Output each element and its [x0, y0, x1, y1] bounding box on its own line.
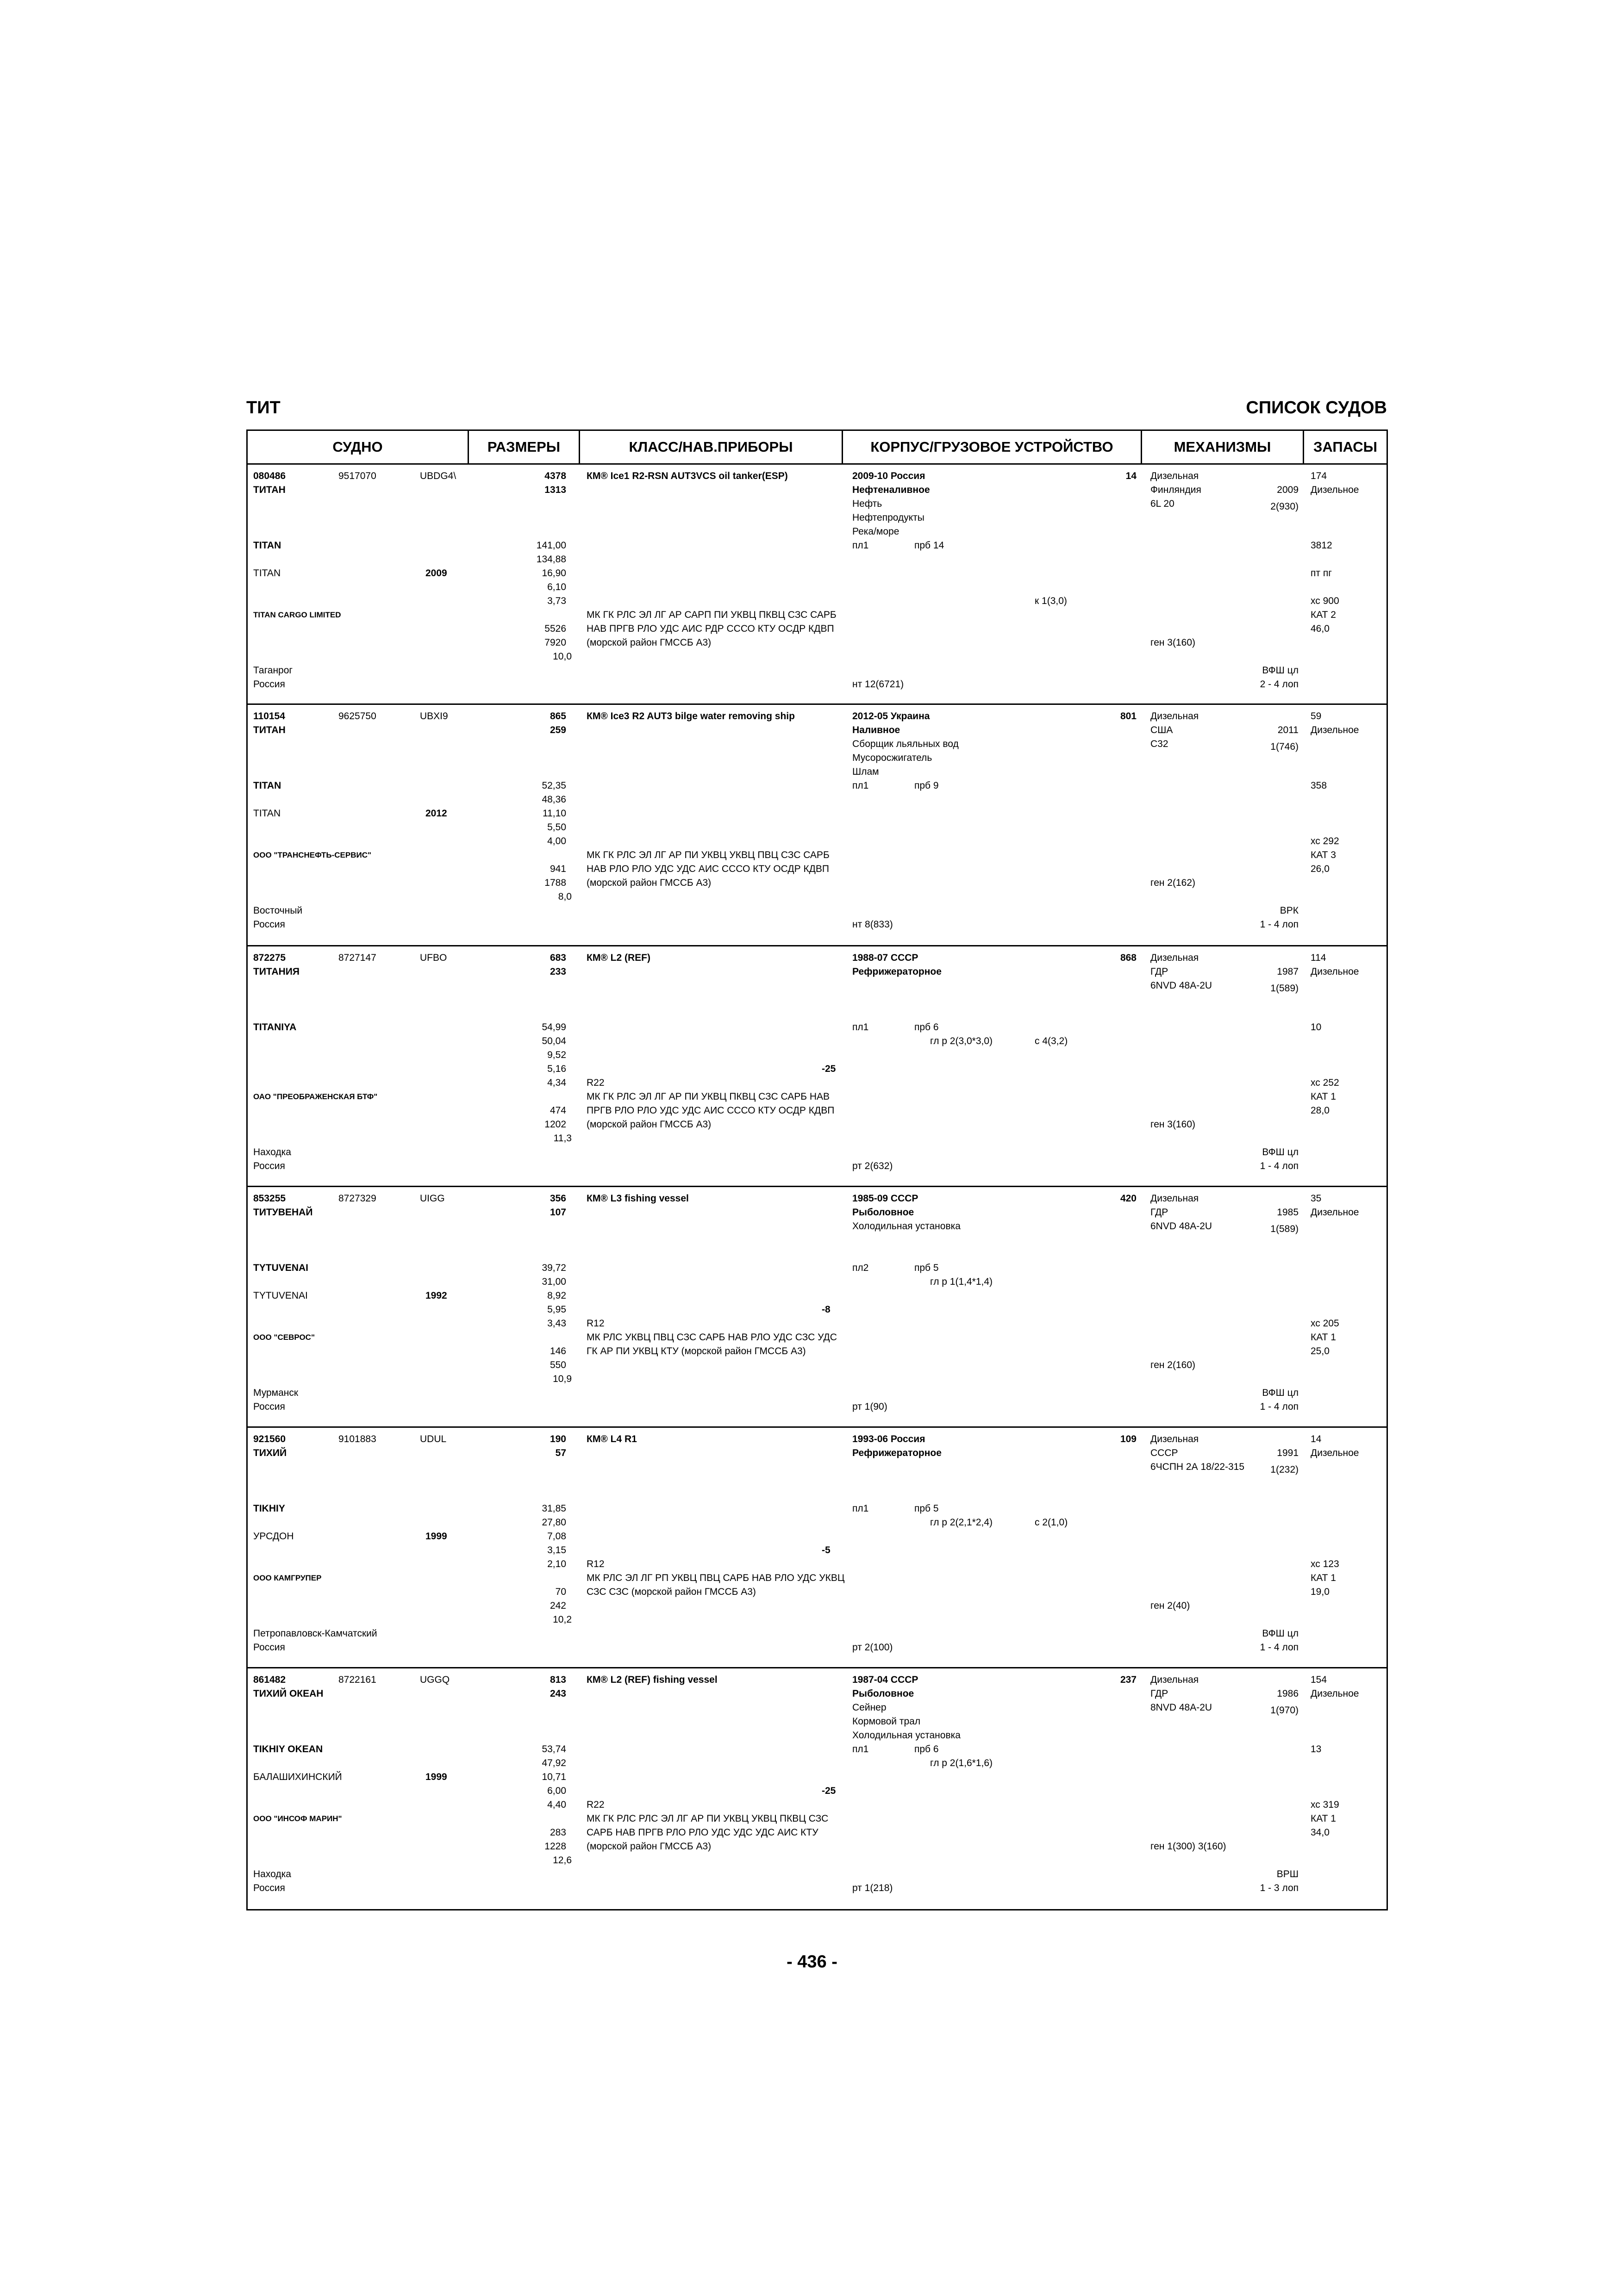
build-date-country: 1987-04 СССР — [852, 1674, 918, 1685]
former-name: TYTUVENAI — [253, 1290, 308, 1301]
decks: пл1 — [852, 1744, 869, 1755]
dimension-value: 50,04 — [542, 1036, 566, 1046]
vessel-purpose: Рыболовное — [852, 1207, 914, 1218]
imo-number: 8727329 — [338, 1193, 376, 1204]
dimension-value: 3,43 — [547, 1318, 566, 1329]
build-year: 2012 — [425, 808, 447, 819]
engine-power: 1(589) — [1270, 1224, 1299, 1234]
build-date-country: 1993-06 Россия — [852, 1434, 925, 1444]
tanks: рт 2(100) — [852, 1642, 893, 1653]
deadweight: 474 — [550, 1105, 566, 1116]
col-header-class: КЛАСС/НАВ.ПРИБОРЫ — [580, 431, 843, 463]
dimension-value: 10,71 — [542, 1772, 566, 1782]
net-tonnage: 57 — [555, 1448, 566, 1458]
home-port: Восточный — [253, 905, 303, 916]
hull-number: 14 — [1125, 471, 1137, 481]
dimension-value: 54,99 — [542, 1022, 566, 1033]
former-name: УРСДОН — [253, 1531, 294, 1542]
cargo-type: Мусоросжигатель — [852, 753, 932, 763]
cranes: к 1(3,0) — [1035, 596, 1067, 606]
flag-country: Россия — [253, 919, 285, 930]
propeller-type: ВРШ — [1276, 1869, 1299, 1879]
deadweight: 146 — [550, 1346, 566, 1356]
home-port: Мурманск — [253, 1388, 299, 1398]
flag-country: Россия — [253, 1401, 285, 1412]
dimension-value: 53,74 — [542, 1744, 566, 1755]
speed: 10,0 — [553, 651, 572, 662]
vessel-entry — [248, 465, 1387, 705]
flag-country: Россия — [253, 1883, 285, 1893]
hatches: гл р 2(2,1*2,4) — [930, 1517, 993, 1528]
engine-model: 6ЧСПН 2А 18/22-315 — [1150, 1462, 1245, 1472]
propeller-type: ВФШ цл — [1262, 1147, 1299, 1157]
col-header-machinery: МЕХАНИЗМЫ — [1142, 431, 1304, 463]
registry-number: 853255 — [253, 1193, 286, 1204]
gross-tonnage: 683 — [550, 952, 566, 963]
speed: 11,3 — [553, 1133, 572, 1144]
dimension-value: 47,92 — [542, 1758, 566, 1768]
hatches: гл р 2(3,0*3,0) — [930, 1036, 993, 1046]
supply-value: 25,0 — [1311, 1346, 1330, 1356]
vessel-latin-name: TYTUVENAI — [253, 1263, 309, 1273]
navigation-equipment: МК ГК РЛС РЛС ЭЛ ЛГ АР ПИ УКВЦ УКВЦ ПКВЦ СЗС САРБ НАВ ПРГВ РЛО РЛО УДС УДС УДС АИС КТУ (морской район ГМССБ А3) — [587, 1813, 829, 1852]
flag-country: Россия — [253, 1161, 285, 1171]
navigation-equipment: МК РЛС ЭЛ ЛГ РП УКВЦ ПВЦ САРБ НАВ РЛО УДС УКВЦ СЗС СЗС (морской район ГМССБ А3) — [587, 1573, 845, 1597]
gross-tonnage: 4378 — [544, 471, 566, 481]
decks: пл2 — [852, 1263, 869, 1273]
displacement: 242 — [550, 1600, 566, 1611]
supply-value: 14 — [1311, 1434, 1322, 1444]
home-port: Находка — [253, 1869, 291, 1879]
vessel-name: ТИТАН — [253, 485, 286, 495]
bulkheads: прб 14 — [914, 540, 944, 551]
vessel-name: ТИТУВЕНАЙ — [253, 1207, 313, 1218]
supply-value: 59 — [1311, 711, 1322, 722]
supply-value: КАТ 1 — [1311, 1573, 1336, 1583]
propeller-type: ВФШ цл — [1262, 1388, 1299, 1398]
flag-country: Россия — [253, 679, 285, 690]
dimension-value: 4,34 — [547, 1077, 566, 1088]
ice-temperature: -8 — [822, 1304, 831, 1315]
vessel-entry — [248, 705, 1387, 946]
registry-number: 861482 — [253, 1674, 286, 1685]
vessel-latin-name: TIKHIY — [253, 1503, 285, 1514]
supply-value: КАТ 1 — [1311, 1813, 1336, 1824]
deadweight: 70 — [555, 1587, 566, 1597]
engine-type: Дизельная — [1150, 1674, 1199, 1685]
hull-number: 868 — [1120, 952, 1137, 963]
former-name: TITAN — [253, 568, 281, 579]
cranes: с 4(3,2) — [1035, 1036, 1068, 1046]
call-sign: UBXI9 — [420, 711, 448, 722]
build-year: 2009 — [425, 568, 447, 579]
class-notation: КМ® L4 R1 — [587, 1434, 637, 1444]
hull-number: 801 — [1120, 711, 1137, 722]
ice-temperature: -5 — [822, 1545, 831, 1556]
displacement: 1228 — [544, 1841, 566, 1852]
net-tonnage: 107 — [550, 1207, 566, 1218]
supply-value: 28,0 — [1311, 1105, 1330, 1116]
vessel-name: ТИТАН — [253, 725, 286, 735]
imo-number: 8727147 — [338, 952, 376, 963]
net-tonnage: 1313 — [544, 485, 566, 495]
bulkheads: прб 5 — [914, 1263, 939, 1273]
vessel-entry — [248, 1428, 1387, 1668]
navigation-equipment: МК РЛС УКВЦ ПВЦ СЗС САРБ НАВ РЛО УДС СЗС УДС ГК АР ПИ УКВЦ КТУ (морской район ГМССБ А3) — [587, 1332, 837, 1356]
home-port: Таганрог — [253, 665, 293, 676]
cargo-type: Шлам — [852, 766, 879, 777]
cargo-type: Холодильная установка — [852, 1730, 961, 1741]
tanks: рт 2(632) — [852, 1161, 893, 1171]
navigation-area: R12 — [587, 1559, 605, 1569]
propeller-blades: 1 - 4 лоп — [1260, 1642, 1299, 1653]
registry-number: 921560 — [253, 1434, 286, 1444]
col-header-hull: КОРПУС/ГРУЗОВОЕ УСТРОЙСТВО — [843, 431, 1142, 463]
hatches: гл р 1(1,4*1,4) — [930, 1276, 993, 1287]
vessel-name: ТИХИЙ ОКЕАН — [253, 1688, 324, 1699]
vessel-latin-name: TITAN — [253, 540, 281, 551]
dimension-value: 5,95 — [547, 1304, 566, 1315]
dimension-value: 5,50 — [547, 822, 566, 833]
supply-value: Дизельное — [1311, 725, 1359, 735]
supply-value: Дизельное — [1311, 1448, 1359, 1458]
supply-value: 154 — [1311, 1674, 1327, 1685]
build-date-country: 1985-09 СССР — [852, 1193, 918, 1204]
supply-value: 174 — [1311, 471, 1327, 481]
cranes: с 2(1,0) — [1035, 1517, 1068, 1528]
dimension-value: 48,36 — [542, 794, 566, 805]
former-name: БАЛАШИХИНСКИЙ — [253, 1772, 342, 1782]
decks: пл1 — [852, 540, 869, 551]
supply-value: хс 123 — [1311, 1559, 1339, 1569]
engine-country: США — [1150, 725, 1173, 735]
dimension-value: 31,00 — [542, 1276, 566, 1287]
owner: ООО "ИНСОФ МАРИН" — [253, 1814, 342, 1823]
navigation-equipment: МК ГК РЛС ЭЛ ЛГ АР ПИ УКВЦ ПКВЦ СЗС САРБ НАВ ПРГВ РЛО РЛО УДС УДС АИС СССО КТУ ОСДР КДВП (морской район ГМССБ А3) — [587, 1091, 835, 1130]
former-name: TITAN — [253, 808, 281, 819]
deadweight: 283 — [550, 1827, 566, 1838]
engine-country: ГДР — [1150, 1688, 1168, 1699]
supply-value: 10 — [1311, 1022, 1322, 1033]
displacement: 7920 — [544, 637, 566, 648]
flag-country: Россия — [253, 1642, 285, 1653]
owner: ООО "СЕВРОС" — [253, 1333, 315, 1342]
registry-number: 872275 — [253, 952, 286, 963]
engine-year: 2009 — [1277, 485, 1299, 495]
imo-number: 9101883 — [338, 1434, 376, 1444]
supply-value: хс 252 — [1311, 1077, 1339, 1088]
engine-country: ГДР — [1150, 966, 1168, 977]
call-sign: UDUL — [420, 1434, 447, 1444]
supply-value: 34,0 — [1311, 1827, 1330, 1838]
dimension-value: 9,52 — [547, 1050, 566, 1060]
page-header-right: СПИСОК СУДОВ — [1246, 398, 1387, 417]
build-date-country: 2009-10 Россия — [852, 471, 925, 481]
engine-power: 1(746) — [1270, 741, 1299, 752]
vessel-name: ТИТАНИЯ — [253, 966, 300, 977]
dimension-value: 27,80 — [542, 1517, 566, 1528]
ice-temperature: -25 — [822, 1064, 836, 1074]
class-notation: КМ® L3 fishing vessel — [587, 1193, 689, 1204]
cargo-type: Нефтепродукты — [852, 512, 924, 523]
engine-year: 2011 — [1277, 725, 1299, 735]
gross-tonnage: 865 — [550, 711, 566, 722]
supply-value: хс 205 — [1311, 1318, 1339, 1329]
dimension-value: 4,40 — [547, 1799, 566, 1810]
supply-value: Дизельное — [1311, 966, 1359, 977]
supply-value: хс 900 — [1311, 596, 1339, 606]
vessel-entry — [248, 946, 1387, 1187]
supply-value: Дизельное — [1311, 485, 1359, 495]
dimension-value: 39,72 — [542, 1263, 566, 1273]
ship-register-table — [246, 429, 1388, 1910]
vessel-latin-name: TIKHIY OKEAN — [253, 1744, 323, 1755]
generators: ген 3(160) — [1150, 637, 1196, 648]
bulkheads: прб 5 — [914, 1503, 939, 1514]
build-date-country: 2012-05 Украина — [852, 711, 930, 722]
decks: пл1 — [852, 780, 869, 791]
supply-value: хс 292 — [1311, 836, 1339, 846]
engine-type: Дизельная — [1150, 471, 1199, 481]
displacement: 1788 — [544, 877, 566, 888]
decks: пл1 — [852, 1022, 869, 1033]
speed: 8,0 — [558, 891, 572, 902]
hull-number: 420 — [1120, 1193, 1137, 1204]
build-year: 1999 — [425, 1772, 447, 1782]
propeller-blades: 1 - 3 лоп — [1260, 1883, 1299, 1893]
dimension-value: 134,88 — [536, 554, 566, 565]
hull-number: 109 — [1120, 1434, 1137, 1444]
engine-power: 1(589) — [1270, 983, 1299, 994]
cargo-type: Нефть — [852, 498, 882, 509]
registry-number: 080486 — [253, 471, 286, 481]
vessel-purpose: Рыболовное — [852, 1688, 914, 1699]
propeller-blades: 1 - 4 лоп — [1260, 919, 1299, 930]
dimension-value: 3,73 — [547, 596, 566, 606]
dimension-value: 6,10 — [547, 582, 566, 592]
vessel-purpose: Нефтеналивное — [852, 485, 930, 495]
navigation-area: R22 — [587, 1077, 605, 1088]
call-sign: UGGQ — [420, 1674, 450, 1685]
dimension-value: 2,10 — [547, 1559, 566, 1569]
vessel-latin-name: TITANIYA — [253, 1022, 297, 1033]
engine-year: 1987 — [1277, 966, 1299, 977]
dimension-value: 52,35 — [542, 780, 566, 791]
tanks: нт 12(6721) — [852, 679, 904, 690]
engine-model: 8NVD 48A-2U — [1150, 1702, 1212, 1713]
call-sign: UBDG4\ — [420, 471, 456, 481]
navigation-area: R22 — [587, 1799, 605, 1810]
vessel-name: ТИХИЙ — [253, 1448, 287, 1458]
owner: TITAN CARGO LIMITED — [253, 610, 341, 619]
gross-tonnage: 813 — [550, 1674, 566, 1685]
navigation-equipment: МК ГК РЛС ЭЛ ЛГ АР ПИ УКВЦ УКВЦ ПВЦ СЗС САРБ НАВ РЛО РЛО УДС УДС АИС СССО КТУ ОСДР КДВП (морской район ГМССБ А3) — [587, 850, 830, 888]
supply-value: КАТ 3 — [1311, 850, 1336, 860]
engine-model: 6NVD 48A-2U — [1150, 1221, 1212, 1232]
engine-type: Дизельная — [1150, 1434, 1199, 1444]
speed: 12,6 — [553, 1855, 572, 1866]
page-number: - 436 - — [787, 1952, 837, 1972]
speed: 10,9 — [553, 1374, 572, 1384]
displacement: 550 — [550, 1360, 566, 1370]
navigation-equipment: МК ГК РЛС ЭЛ ЛГ АР САРП ПИ УКВЦ ПКВЦ СЗС САРБ НАВ ПРГВ РЛО УДС АИС РДР СССО КТУ ОСДР КДВП (морской район ГМССБ А3) — [587, 610, 837, 648]
supply-value: КАТ 2 — [1311, 610, 1336, 620]
imo-number: 9517070 — [338, 471, 376, 481]
engine-country: Финляндия — [1150, 485, 1201, 495]
class-notation: КМ® L2 (REF) fishing vessel — [587, 1674, 718, 1685]
supply-value: 3812 — [1311, 540, 1332, 551]
vessel-entry — [248, 1187, 1387, 1428]
owner: ООО КАМГРУПЕР — [253, 1574, 322, 1582]
dimension-value: 16,90 — [542, 568, 566, 579]
vessel-purpose: Наливное — [852, 725, 900, 735]
cargo-type: Сейнер — [852, 1702, 887, 1713]
dimension-value: 7,08 — [547, 1531, 566, 1542]
call-sign: UIGG — [420, 1193, 445, 1204]
class-notation: КМ® Ice3 R2 AUT3 bilge water removing ship — [587, 711, 795, 722]
tanks: рт 1(218) — [852, 1883, 893, 1893]
bulkheads: прб 6 — [914, 1022, 939, 1033]
dimension-value: 3,15 — [547, 1545, 566, 1556]
tanks: рт 1(90) — [852, 1401, 887, 1412]
dimension-value: 5,16 — [547, 1064, 566, 1074]
engine-year: 1986 — [1277, 1688, 1299, 1699]
vessel-entry — [248, 1668, 1387, 1909]
call-sign: UFBO — [420, 952, 447, 963]
propeller-blades: 1 - 4 лоп — [1260, 1161, 1299, 1171]
supply-value: Дизельное — [1311, 1688, 1359, 1699]
vessel-latin-name: TITAN — [253, 780, 281, 791]
hull-number: 237 — [1120, 1674, 1137, 1685]
engine-type: Дизельная — [1150, 711, 1199, 722]
hatches: гл р 2(1,6*1,6) — [930, 1758, 993, 1768]
dimension-value: 6,00 — [547, 1786, 566, 1796]
deadweight: 5526 — [544, 623, 566, 634]
dimension-value: 31,85 — [542, 1503, 566, 1514]
displacement: 1202 — [544, 1119, 566, 1130]
gross-tonnage: 356 — [550, 1193, 566, 1204]
engine-power: 1(970) — [1270, 1705, 1299, 1716]
supply-value: 46,0 — [1311, 623, 1330, 634]
page-header-left: ТИТ — [246, 398, 281, 417]
propeller-blades: 1 - 4 лоп — [1260, 1401, 1299, 1412]
cargo-type: Сборщик льяльных вод — [852, 739, 959, 749]
engine-country: ГДР — [1150, 1207, 1168, 1218]
generators: ген 3(160) — [1150, 1119, 1196, 1130]
supply-value: 13 — [1311, 1744, 1322, 1755]
net-tonnage: 243 — [550, 1688, 566, 1699]
build-year: 1992 — [425, 1290, 447, 1301]
engine-model: C32 — [1150, 739, 1168, 749]
supply-value: 19,0 — [1311, 1587, 1330, 1597]
propeller-blades: 2 - 4 лоп — [1260, 679, 1299, 690]
table-header — [248, 431, 1387, 465]
propeller-type: ВРК — [1280, 905, 1299, 916]
supply-value: 114 — [1311, 952, 1326, 963]
ice-temperature: -25 — [822, 1786, 836, 1796]
deadweight: 941 — [550, 864, 566, 874]
generators: ген 2(40) — [1150, 1600, 1190, 1611]
supply-value: КАТ 1 — [1311, 1332, 1336, 1343]
propeller-type: ВФШ цл — [1262, 665, 1299, 676]
tanks: нт 8(833) — [852, 919, 893, 930]
col-header-supplies: ЗАПАСЫ — [1313, 439, 1378, 455]
engine-year: 1985 — [1277, 1207, 1299, 1218]
dimension-value: 4,00 — [547, 836, 566, 846]
generators: ген 2(160) — [1150, 1360, 1196, 1370]
dimension-value: 11,10 — [543, 808, 566, 819]
dimension-value: 8,92 — [547, 1290, 566, 1301]
navigation-area: R12 — [587, 1318, 605, 1329]
net-tonnage: 259 — [550, 725, 566, 735]
supply-value: хс 319 — [1311, 1799, 1339, 1810]
gross-tonnage: 190 — [550, 1434, 566, 1444]
net-tonnage: 233 — [550, 966, 566, 977]
vessel-purpose: Рефрижераторное — [852, 1448, 942, 1458]
engine-power: 2(930) — [1270, 501, 1299, 512]
col-header-dimensions: РАЗМЕРЫ — [469, 431, 580, 463]
cargo-type: Холодильная установка — [852, 1221, 961, 1232]
class-notation: КМ® L2 (REF) — [587, 952, 650, 963]
build-year: 1999 — [425, 1531, 447, 1542]
supply-value: 35 — [1311, 1193, 1322, 1204]
engine-model: 6NVD 48A-2U — [1150, 980, 1212, 991]
supply-value: 358 — [1311, 780, 1327, 791]
dimension-value: 141,00 — [536, 540, 566, 551]
engine-model: 6L 20 — [1150, 498, 1174, 509]
speed: 10,2 — [553, 1614, 572, 1625]
engine-type: Дизельная — [1150, 1193, 1199, 1204]
supply-value: КАТ 1 — [1311, 1091, 1336, 1102]
engine-power: 1(232) — [1270, 1464, 1299, 1475]
build-date-country: 1988-07 СССР — [852, 952, 918, 963]
engine-year: 1991 — [1277, 1448, 1299, 1458]
owner: ОАО "ПРЕОБРАЖЕНСКАЯ БТФ" — [253, 1092, 378, 1101]
imo-number: 8722161 — [338, 1674, 376, 1685]
cargo-type: Кормовой трал — [852, 1716, 921, 1727]
home-port: Петропавловск-Камчатский — [253, 1628, 377, 1639]
home-port: Находка — [253, 1147, 291, 1157]
supply-value: Дизельное — [1311, 1207, 1359, 1218]
owner: ООО "ТРАНСНЕФТЬ-СЕРВИС" — [253, 851, 372, 859]
imo-number: 9625750 — [338, 711, 376, 722]
col-header-vessel: СУДНО — [248, 431, 469, 463]
supply-value: пт пг — [1311, 568, 1332, 579]
supply-value: 26,0 — [1311, 864, 1330, 874]
bulkheads: прб 6 — [914, 1744, 939, 1755]
bulkheads: прб 9 — [914, 780, 939, 791]
vessel-purpose: Рефрижераторное — [852, 966, 942, 977]
engine-type: Дизельная — [1150, 952, 1199, 963]
generators: ген 2(162) — [1150, 877, 1196, 888]
propeller-type: ВФШ цл — [1262, 1628, 1299, 1639]
generators: ген 1(300) 3(160) — [1150, 1841, 1226, 1852]
registry-number: 110154 — [253, 711, 285, 722]
decks: пл1 — [852, 1503, 869, 1514]
cargo-type: Река/море — [852, 526, 899, 537]
class-notation: КМ® Ice1 R2-RSN AUT3VCS oil tanker(ESP) — [587, 471, 788, 481]
engine-country: СССР — [1150, 1448, 1178, 1458]
